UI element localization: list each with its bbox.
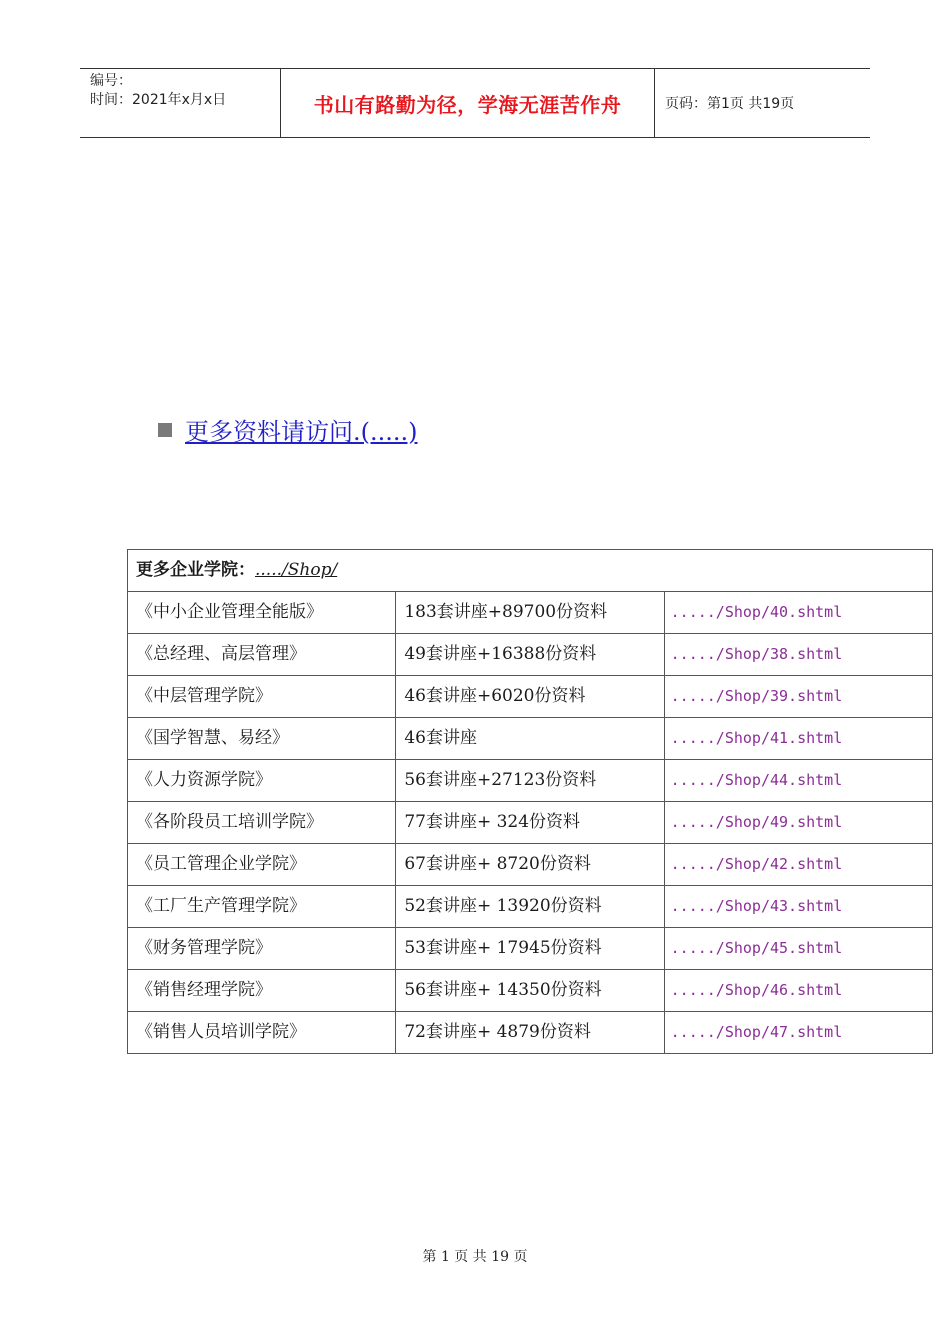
academy-name-cell: 《国学智慧、易经》 xyxy=(128,718,396,760)
table-row xyxy=(128,1012,933,1054)
table-row xyxy=(128,928,933,970)
academy-link-cell[interactable]: ...../Shop/47.shtml xyxy=(664,1012,932,1054)
academy-link-cell[interactable]: ...../Shop/41.shtml xyxy=(664,718,932,760)
academy-content-cell: 52套讲座+ 13920份资料 xyxy=(396,886,664,928)
academy-name-cell: 《中小企业管理全能版》 xyxy=(128,592,396,634)
document-number-label: 编号： xyxy=(90,73,132,89)
table-row xyxy=(128,802,933,844)
academy-table xyxy=(127,549,933,1054)
academy-content-cell: 49套讲座+16388份资料 xyxy=(396,634,664,676)
academy-name-cell: 《各阶段员工培训学院》 xyxy=(128,802,396,844)
table-title-row xyxy=(128,550,933,592)
academy-link-cell[interactable]: ...../Shop/40.shtml xyxy=(664,592,932,634)
academy-link-cell[interactable]: ...../Shop/45.shtml xyxy=(664,928,932,970)
academy-content-cell: 46套讲座+6020份资料 xyxy=(396,676,664,718)
academy-link-cell[interactable]: ...../Shop/46.shtml xyxy=(664,970,932,1012)
academy-content-cell: 67套讲座+ 8720份资料 xyxy=(396,844,664,886)
academy-name-cell: 《财务管理学院》 xyxy=(128,928,396,970)
page-footer: 第 1 页 共 19 页 xyxy=(422,1249,528,1265)
academy-name-cell: 《工厂生产管理学院》 xyxy=(128,886,396,928)
header-page-info: 页码：第1页 共19页 xyxy=(665,96,795,112)
table-row xyxy=(128,634,933,676)
visit-more-link[interactable]: 更多资料请访问.(.....) xyxy=(185,418,418,446)
table-row xyxy=(128,676,933,718)
table-row xyxy=(128,970,933,1012)
academy-link-cell[interactable]: ...../Shop/38.shtml xyxy=(664,634,932,676)
table-row xyxy=(128,886,933,928)
square-bullet-icon xyxy=(158,423,172,437)
academy-link-cell[interactable]: ...../Shop/49.shtml xyxy=(664,802,932,844)
academy-name-cell: 《销售人员培训学院》 xyxy=(128,1012,396,1054)
table-title-cell xyxy=(128,550,933,592)
visit-section xyxy=(158,412,418,447)
academy-name-cell: 《员工管理企业学院》 xyxy=(128,844,396,886)
header-meta xyxy=(80,69,281,137)
academy-name-cell: 《总经理、高层管理》 xyxy=(128,634,396,676)
academy-link-cell[interactable]: ...../Shop/44.shtml xyxy=(664,760,932,802)
table-row xyxy=(128,760,933,802)
table-row xyxy=(128,844,933,886)
academy-link-cell[interactable]: ...../Shop/39.shtml xyxy=(664,676,932,718)
header-motto: 书山有路勤为径，学海无涯苦作舟 xyxy=(281,69,655,137)
academy-content-cell: 56套讲座+27123份资料 xyxy=(396,760,664,802)
academy-name-cell: 《中层管理学院》 xyxy=(128,676,396,718)
academy-name-cell: 《销售经理学院》 xyxy=(128,970,396,1012)
academy-content-cell: 53套讲座+ 17945份资料 xyxy=(396,928,664,970)
academy-content-cell: 77套讲座+ 324份资料 xyxy=(396,802,664,844)
table-title-label: 更多企业学院： xyxy=(136,560,255,580)
academy-content-cell: 46套讲座 xyxy=(396,718,664,760)
academy-link-cell[interactable]: ...../Shop/42.shtml xyxy=(664,844,932,886)
academy-content-cell: 56套讲座+ 14350份资料 xyxy=(396,970,664,1012)
table-row xyxy=(128,592,933,634)
academy-name-cell: 《人力资源学院》 xyxy=(128,760,396,802)
document-time-label: 时间：2021年x月x日 xyxy=(90,92,227,108)
academy-content-cell: 183套讲座+89700份资料 xyxy=(396,592,664,634)
table-row xyxy=(128,718,933,760)
academy-content-cell: 72套讲座+ 4879份资料 xyxy=(396,1012,664,1054)
shop-root-link[interactable]: ...../Shop/ xyxy=(255,560,338,580)
page-header xyxy=(80,68,870,138)
academy-link-cell[interactable]: ...../Shop/43.shtml xyxy=(664,886,932,928)
